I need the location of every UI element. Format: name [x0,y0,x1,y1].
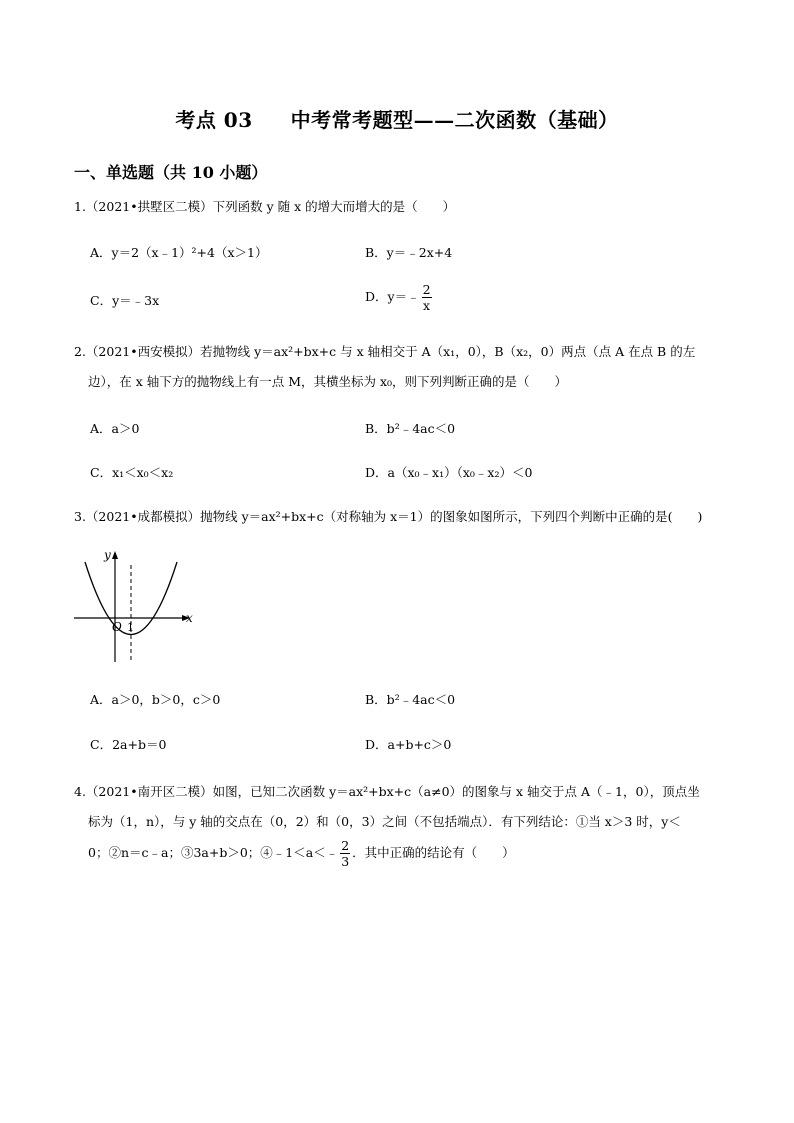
question-2-option-d: D．a（x₀﹣x₁）（x₀﹣x₂）＜0 [365,465,533,480]
fraction-numerator: 2 [341,838,350,853]
question-3-option-c: C．2a+b＝0 [90,737,167,752]
question-4-stem-line-3 [88,838,515,869]
question-4-conclusions-text: 0；②n＝c﹣a；③3a+b＞0；④﹣1＜a＜﹣ [88,845,339,860]
y-axis-arrow [112,551,118,559]
question-3-stem: 3.（2021•成都模拟）抛物线 y＝ax²+bx+c（对称轴为 x＝1）的图象如图所示，下列四个判断中正确的是( ) [74,509,703,524]
question-2-option-a: A．a＞0 [90,421,140,436]
fraction-denominator: x [423,298,431,313]
tick-label-1: 1 [127,621,134,634]
page-title [0,104,794,133]
y-axis-label: y [104,548,111,562]
question-1-stem: 1.（2021•拱墅区二模）下列函数 y 随 x 的增大而增大的是（ ） [74,199,456,214]
question-2-stem-line-2: 边），在 x 轴下方的抛物线上有一点 M，其横坐标为 x₀，则下列判断正确的是（ ） [88,374,568,389]
question-4-ending-text: ．其中正确的结论有（ ） [352,845,515,860]
question-3-option-b: B．b²﹣4ac＜0 [365,692,456,707]
question-1-option-b: B．y＝﹣2x+4 [365,245,453,260]
question-3-option-d: D．a+b+c＞0 [365,737,452,752]
x-axis-label: x [186,611,193,625]
origin-label: O [112,620,122,634]
question-2-stem-line-1: 2.（2021•西安模拟）若抛物线 y＝ax²+bx+c 与 x 轴相交于 A（x₁，0），B（x₂，0）两点（点 A 在点 B 的左 [74,344,696,359]
question-1-option-a: A．y＝2（x﹣1）²+4（x＞1） [90,245,268,260]
question-4-stem-line-2: 标为（1，n），与 y 轴的交点在（0，2）和（0，3）之间（不包括端点）．有下列结论：①当 x＞3 时，y＜ [88,814,681,829]
question-1-option-d [365,282,434,313]
question-1-option-d-text: D．y＝﹣ [365,289,420,304]
title-topic-number: 考点 03 [175,108,253,132]
question-2-option-c: C．x₁＜x₀＜x₂ [90,465,174,480]
parabola-graph [68,545,198,665]
fraction-numerator: 2 [422,282,431,297]
question-4-stem-line-1: 4.（2021•南开区二模）如图，已知二次函数 y＝ax²+bx+c（a≠0）的图象与 x 轴交于点 A（﹣1，0），顶点坐 [74,784,700,799]
fraction [340,838,350,869]
title-topic-name: 中考常考题型——二次函数（基础） [290,108,619,132]
fraction-denominator: 3 [341,854,350,869]
question-3-option-a: A．a＞0，b＞0，c＞0 [90,692,221,707]
question-2-option-b: B．b²﹣4ac＜0 [365,421,456,436]
section-heading: 一、单选题（共 10 小题） [74,163,268,182]
question-1-option-c: C．y＝﹣3x [90,293,160,308]
fraction [422,282,432,313]
